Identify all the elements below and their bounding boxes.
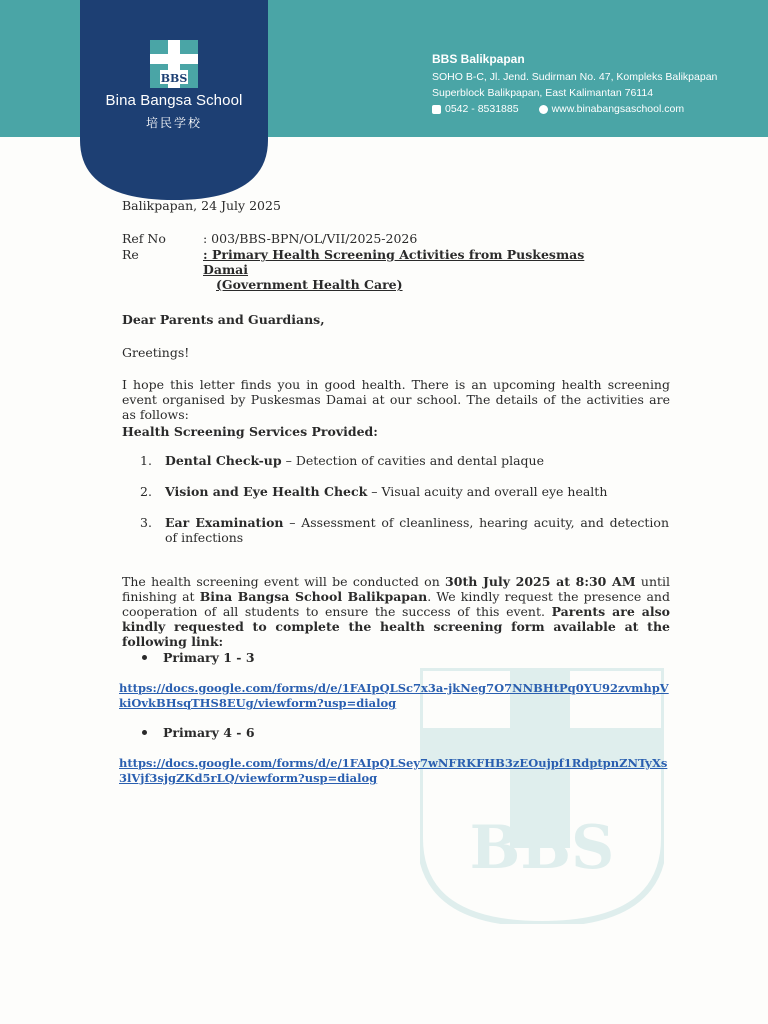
- logo-text: BBS: [160, 72, 188, 85]
- service-desc: – Visual acuity and overall eye health: [367, 484, 608, 499]
- org-name: BBS Balikpapan: [432, 52, 525, 66]
- service-number: 1.: [140, 453, 152, 468]
- service-item: [165, 453, 669, 468]
- event-text: The health screening event will be conducted on: [122, 574, 446, 589]
- event-place: Bina Bangsa School Balikpapan: [199, 589, 428, 604]
- event-text: . We kindly request the presence and cooperation of all students to ensure the success of this event.: [122, 589, 670, 619]
- service-number: 3.: [140, 515, 152, 530]
- school-name: Bina Bangsa School: [105, 92, 243, 109]
- service-item: [165, 515, 669, 545]
- contact-block: [432, 52, 717, 117]
- phone-icon: [432, 105, 441, 114]
- globe-icon: [539, 105, 548, 114]
- contact-row: [432, 101, 717, 117]
- address-line-2: Superblock Balikpapan, East Kalimantan 76114: [432, 87, 654, 99]
- form-link-primary-4-6[interactable]: https://docs.google.com/forms/d/e/1FAIpQLSey7wNFRKFHB3zEOujpf1RdptpnZNTyXs3lVjf3sjgZKd5rLQ/viewform?usp=dialog: [119, 756, 668, 785]
- service-title: Dental Check-up: [165, 453, 282, 468]
- event-date: 30th July 2025 at 8:30 AM: [445, 574, 636, 589]
- phone-number: 0542 - 8531885: [445, 103, 519, 115]
- re-label: Re: [122, 247, 139, 262]
- service-title: Ear Examination: [165, 515, 284, 530]
- service-desc: – Assessment of cleanliness, hearing acuity, and detection of infections: [165, 515, 669, 545]
- event-paragraph: [122, 574, 670, 649]
- school-name-chinese: 培民学校: [145, 116, 202, 130]
- services-heading: Health Screening Services Provided:: [122, 424, 378, 439]
- ref-value: : 003/BBS-BPN/OL/VII/2025-2026: [203, 231, 418, 246]
- salutation: Dear Parents and Guardians,: [122, 312, 325, 327]
- re-subject: [203, 247, 623, 292]
- service-desc: – Detection of cavities and dental plaque: [281, 453, 544, 468]
- event-text: until finishing at: [122, 574, 671, 604]
- re-subject-line-2: (Government Health Care): [216, 277, 403, 292]
- service-title: Vision and Eye Health Check: [165, 484, 368, 499]
- group-label: Primary 1 - 3: [163, 650, 255, 665]
- website[interactable]: www.binabangsaschool.com: [551, 103, 685, 115]
- bullet-icon: [142, 655, 147, 660]
- re-subject-line-1: : Primary Health Screening Activities from Puskesmas Damai: [203, 247, 585, 277]
- address-line-1: SOHO B-C, Jl. Jend. Sudirman No. 47, Kompleks Balikpapan: [432, 71, 718, 83]
- form-request: Parents are also kindly requested to complete the health screening form available at the following link:: [122, 604, 670, 649]
- service-item: [165, 484, 669, 499]
- greeting: Greetings!: [122, 345, 190, 360]
- bullet-icon: [142, 730, 147, 735]
- svg-text:BBS: BBS: [469, 813, 615, 883]
- group-label: Primary 4 - 6: [163, 725, 255, 740]
- intro-paragraph: I hope this letter finds you in good health. There is an upcoming health screening event organised by Puskesmas Damai at our school. The details of the activities are as follows:: [122, 377, 670, 422]
- letter-date: Balikpapan, 24 July 2025: [122, 198, 281, 213]
- service-number: 2.: [140, 484, 152, 499]
- ref-label: Ref No: [122, 231, 166, 246]
- form-link-primary-1-3[interactable]: https://docs.google.com/forms/d/e/1FAIpQLSc7x3a-jkNeg7O7NNBHtPq0YU92zvmhpVkiOvkBHsqTHS8EUg/viewform?usp=dialog: [119, 681, 669, 710]
